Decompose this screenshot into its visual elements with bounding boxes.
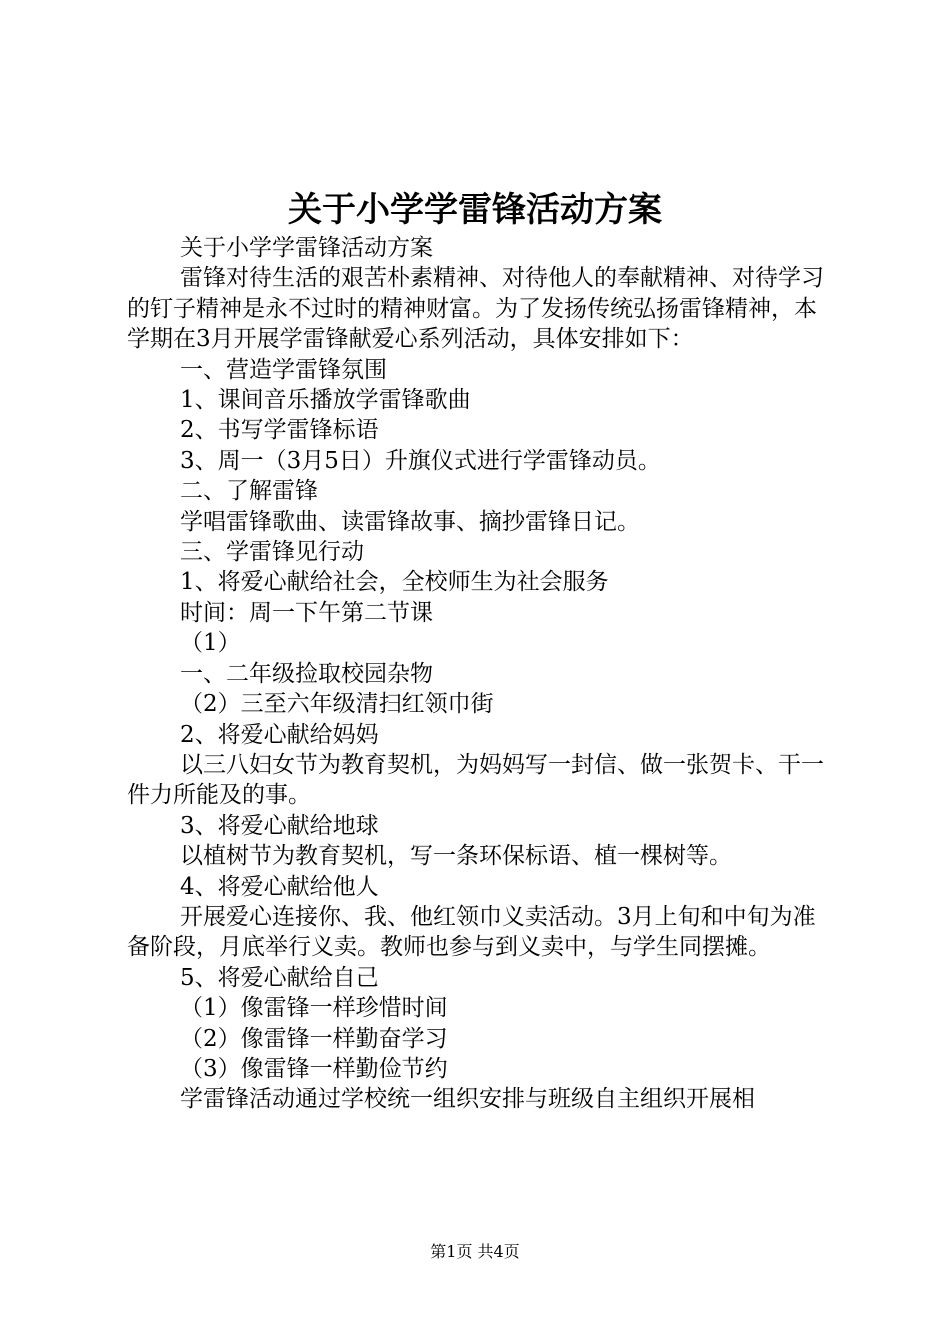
document-title: 关于小学学雷锋活动方案 [288,190,662,230]
paragraph: 以植树节为教育契机，写一条环保标语、植一棵树等。 [180,843,732,870]
document-body [127,233,837,1115]
paragraph: 二、了解雷锋 [180,478,318,505]
paragraph: （1）像雷锋一样珍惜时间 [180,995,448,1022]
page-footer: 第1页 共4页 [430,1242,520,1261]
paragraph: 三、学雷锋见行动 [180,539,364,566]
paragraph: 以三八妇女节为教育契机，为妈妈写一封信、做一张贺卡、干一件力所能及的事。 [127,751,824,809]
paragraph: 1、课间音乐播放学雷锋歌曲 [180,387,471,414]
paragraph: 一、二年级捡取校园杂物 [180,660,433,687]
paragraph: 开展爱心连接你、我、他红领巾义卖活动。3月上旬和中旬为准备阶段，月底举行义卖。教师也参与到义卖中，与学生同摆摊。 [127,903,816,961]
paragraph: 关于小学学雷锋活动方案 [180,235,433,261]
paragraph: 2、将爱心献给妈妈 [180,721,379,748]
paragraph: 1、将爱心献给社会，全校师生为社会服务 [180,569,609,596]
paragraph: 2、书写学雷锋标语 [180,417,379,444]
paragraph: （2）三至六年级清扫红领巾街 [180,691,494,718]
paragraph: （2）像雷锋一样勤奋学习 [180,1025,448,1052]
paragraph: 学唱雷锋歌曲、读雷锋故事、摘抄雷锋日记。 [180,508,640,535]
paragraph: 4、将爱心献给他人 [180,873,379,900]
paragraph: 3、周一（3月5日）升旗仪式进行学雷锋动员。 [180,447,661,474]
paragraph: 5、将爱心献给自己 [180,964,379,991]
paragraph: 时间：周一下午第二节课 [180,599,433,626]
paragraph: （3）像雷锋一样勤俭节约 [180,1055,448,1082]
paragraph: 雷锋对待生活的艰苦朴素精神、对待他人的奉献精神、对待学习的钉子精神是永不过时的精神财富。为了发扬传统弘扬雷锋精神，本学期在3月开展学雷锋献爱心系列活动，具体安排如下： [127,265,824,353]
paragraph: 学雷锋活动通过学校统一组织安排与班级自主组织开展相 [180,1086,755,1113]
paragraph: 3、将爱心献给地球 [180,812,379,839]
paragraph: （1） [180,630,241,657]
paragraph: 一、营造学雷锋氛围 [180,356,387,383]
